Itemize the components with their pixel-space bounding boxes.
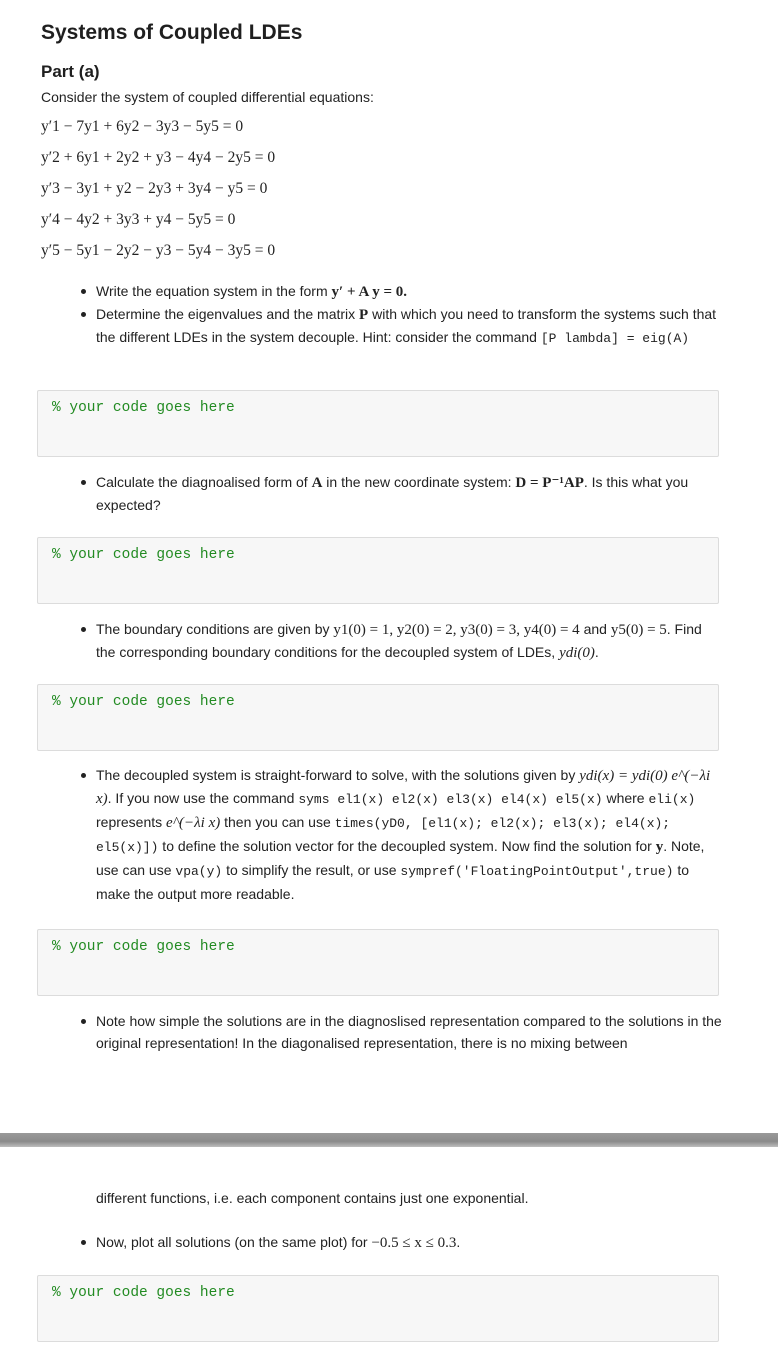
page-break-divider: [0, 1133, 778, 1147]
code-placeholder: % your code goes here: [52, 547, 235, 563]
bullet-plot: Now, plot all solutions (on the same plot) for −0.5 ≤ x ≤ 0.3.: [80, 1231, 722, 1254]
instructions-list-6: [80, 1231, 722, 1254]
code-cell-3[interactable]: [37, 684, 719, 751]
code-placeholder: % your code goes here: [52, 400, 235, 416]
instructions-list-5-continued: [80, 1187, 722, 1209]
code-placeholder: % your code goes here: [52, 694, 235, 710]
bullet-note-simplicity: Note how simple the solutions are in the diagnoslised representation compared to the solutions in the original representation! In the diagonalised representation, there is no mixing between: [80, 1010, 722, 1054]
instructions-list-4: [80, 764, 722, 905]
instructions-list-3: [80, 618, 722, 664]
bullet-decoupled-solution: The decoupled system is straight-forward to solve, with the solutions given by ydi(x) = ydi(0) e^(−λi x). If you now use the command syms el1(x) el2(x) el3(x) el4(x) el5(x) where eli(x) represents e^(−λi x) then you can use times(yD0, [el1(x); el2(x); el3(x); el4(x); el5(x)]) to define the solution vector for the decoupled system. Now find the solution for y. Note, use can use vpa(y) to simplify the result, or use sympref('FloatingPointOutput',true) to make the output more readable.: [80, 764, 722, 905]
bullet-diagonalise: Calculate the diagnoalised form of A in the new coordinate system: D = P⁻¹AP. Is this what you expected?: [80, 471, 722, 516]
page-title: Systems of Coupled LDEs: [41, 21, 303, 44]
equation-5: y′5 − 5y1 − 2y2 − y3 − 5y4 − 3y5 = 0: [41, 242, 276, 259]
equation-4: y′4 − 4y2 + 3y3 + y4 − 5y5 = 0: [41, 211, 236, 228]
instructions-list-5: [80, 1010, 722, 1054]
code-placeholder: % your code goes here: [52, 1285, 235, 1301]
code-cell-2[interactable]: [37, 537, 719, 604]
code-cell-4[interactable]: [37, 929, 719, 996]
code-placeholder: % your code goes here: [52, 939, 235, 955]
bullet-write-form: Write the equation system in the form y′ + A y = 0.: [80, 280, 722, 303]
bullet-eigenvalues: Determine the eigenvalues and the matrix P with which you need to transform the systems such that the different LDEs in the system decouple. Hint: consider the command [P lambda] = eig(A): [80, 303, 722, 350]
bullet-boundary-conditions: The boundary conditions are given by y1(0) = 1, y2(0) = 2, y3(0) = 3, y4(0) = 4 and y5(0) = 5. Find the corresponding boundary conditions for the decoupled system of LDEs, ydi(0).: [80, 618, 722, 664]
code-cell-5[interactable]: [37, 1275, 719, 1342]
instructions-list-1: [80, 280, 722, 350]
equation-3: y′3 − 3y1 + y2 − 2y3 + 3y4 − y5 = 0: [41, 180, 268, 197]
section-heading: Part (a): [41, 62, 100, 81]
code-cell-1[interactable]: [37, 390, 719, 457]
bullet-note-continued: different functions, i.e. each component contains just one exponential.: [96, 1190, 529, 1206]
equation-2: y′2 + 6y1 + 2y2 + y3 − 4y4 − 2y5 = 0: [41, 149, 276, 166]
instructions-list-2: [80, 471, 722, 516]
intro-text: Consider the system of coupled differential equations:: [41, 89, 374, 105]
equation-1: y′1 − 7y1 + 6y2 − 3y3 − 5y5 = 0: [41, 118, 244, 135]
